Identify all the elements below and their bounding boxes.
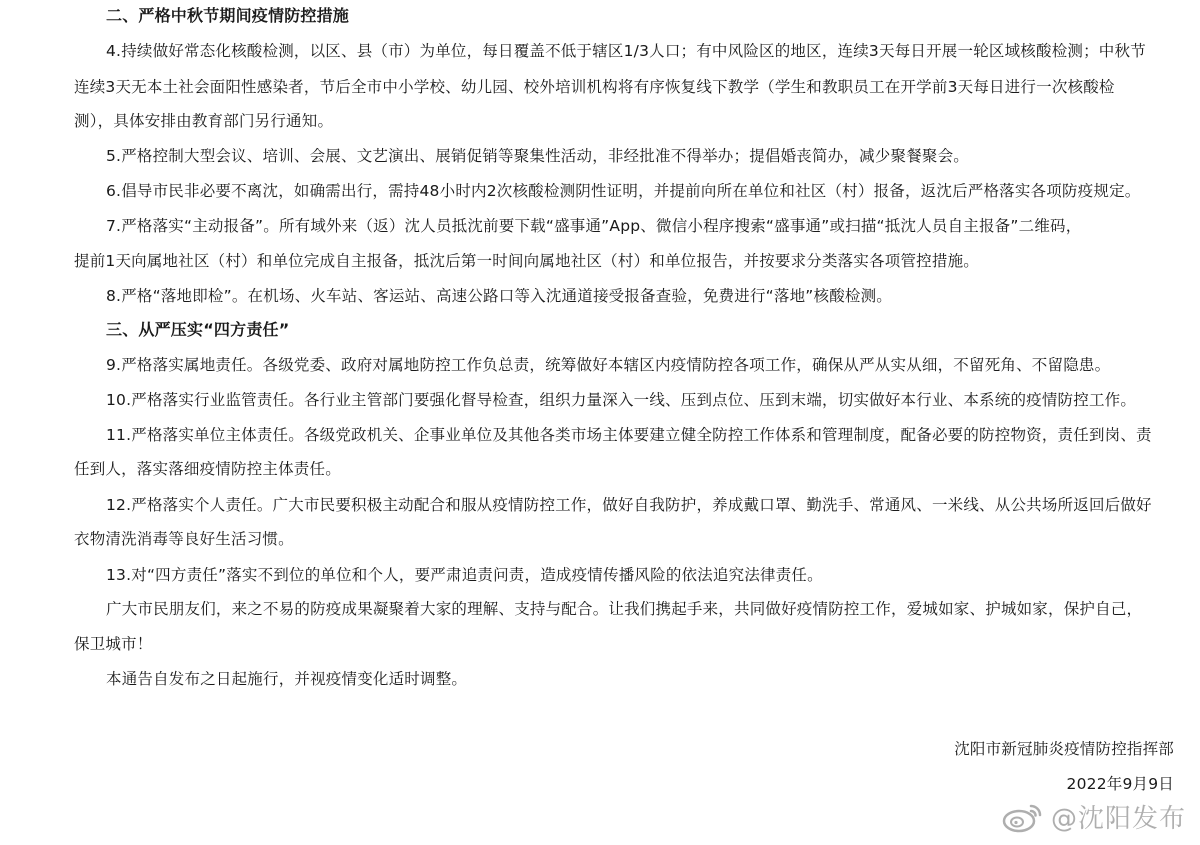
watermark-text: @沈阳发布 xyxy=(1050,804,1186,834)
item-7-line-1: 7.严格落实“主动报备”。所有域外来（返）沈人员抵沈前要下载“盛事通”App、微信小程序搜索“盛事通”或扫描“抵沈人员自主报备”二维码， xyxy=(106,217,1082,235)
weibo-watermark xyxy=(1001,798,1186,835)
issuer: 沈阳市新冠肺炎疫情防控指挥部 xyxy=(954,740,1174,758)
issue-date: 2022年9月9日 xyxy=(1066,775,1174,793)
item-11-line-2: 任到人，落实落细疫情防控主体责任。 xyxy=(74,460,341,478)
item-5: 5.严格控制大型会议、培训、会展、文艺演出、展销促销等聚集性活动，非经批准不得举办；提倡婚丧简办，减少聚餐聚会。 xyxy=(106,147,969,165)
item-7-line-2: 提前1天向属地社区（村）和单位完成自主报备，抵沈后第一时间向属地社区（村）和单位报告，并按要求分类落实各项管控措施。 xyxy=(74,252,979,270)
closing-line-1: 广大市民朋友们，来之不易的防疫成果凝聚着大家的理解、支持与配合。让我们携起手来，共同做好疫情防控工作，爱城如家、护城如家，保护自己， xyxy=(106,600,1143,618)
closing-line-2: 保卫城市！ xyxy=(74,635,153,653)
item-8: 8.严格“落地即检”。在机场、火车站、客运站、高速公路口等入沈通道接受报备查验，免费进行“落地”核酸检测。 xyxy=(106,287,893,305)
item-12-line-1: 12.严格落实个人责任。广大市民要积极主动配合和服从疫情防控工作，做好自我防护，养成戴口罩、勤洗手、常通风、一米线、从公共场所返回后做好 xyxy=(106,496,1152,514)
section-2-heading: 二、严格中秋节期间疫情防控措施 xyxy=(106,6,350,25)
item-13: 13.对“四方责任”落实不到位的单位和个人，要严肃追责问责，造成疫情传播风险的依法追究法律责任。 xyxy=(106,566,823,584)
item-9: 9.严格落实属地责任。各级党委、政府对属地防控工作负总责，统筹做好本辖区内疫情防控各项工作，确保从严从实从细，不留死角、不留隐患。 xyxy=(106,356,1111,374)
weibo-icon xyxy=(1001,800,1045,834)
item-4-line-3: 测），具体安排由教育部门另行通知。 xyxy=(74,112,334,130)
item-4-line-2: 连续3天无本土社会面阳性感染者，节后全市中小学校、幼儿园、校外培训机构将有序恢复线下教学（学生和教职员工在开学前3天每日进行一次核酸检 xyxy=(74,78,1115,96)
item-10: 10.严格落实行业监管责任。各行业主管部门要强化督导检查，组织力量深入一线、压到点位、压到末端，切实做好本行业、本系统的疫情防控工作。 xyxy=(106,391,1137,409)
item-12-line-2: 衣物清洗消毒等良好生活习惯。 xyxy=(74,530,294,548)
effective-statement: 本通告自发布之日起施行，并视疫情变化适时调整。 xyxy=(106,670,468,688)
item-6: 6.倡导市民非必要不离沈，如确需出行，需持48小时内2次核酸检测阴性证明，并提前向所在单位和社区（村）报备，返沈后严格落实各项防疫规定。 xyxy=(106,182,1141,200)
item-4-line-1: 4.持续做好常态化核酸检测，以区、县（市）为单位，每日覆盖不低于辖区1/3人口；有中风险区的地区，连续3天每日开展一轮区域核酸检测；中秋节 xyxy=(106,42,1146,60)
section-3-heading: 三、从严压实“四方责任” xyxy=(106,320,290,339)
item-11-line-1: 11.严格落实单位主体责任。各级党政机关、企事业单位及其他各类市场主体要建立健全防控工作体系和管理制度，配备必要的防控物资，责任到岗、责 xyxy=(106,426,1152,444)
